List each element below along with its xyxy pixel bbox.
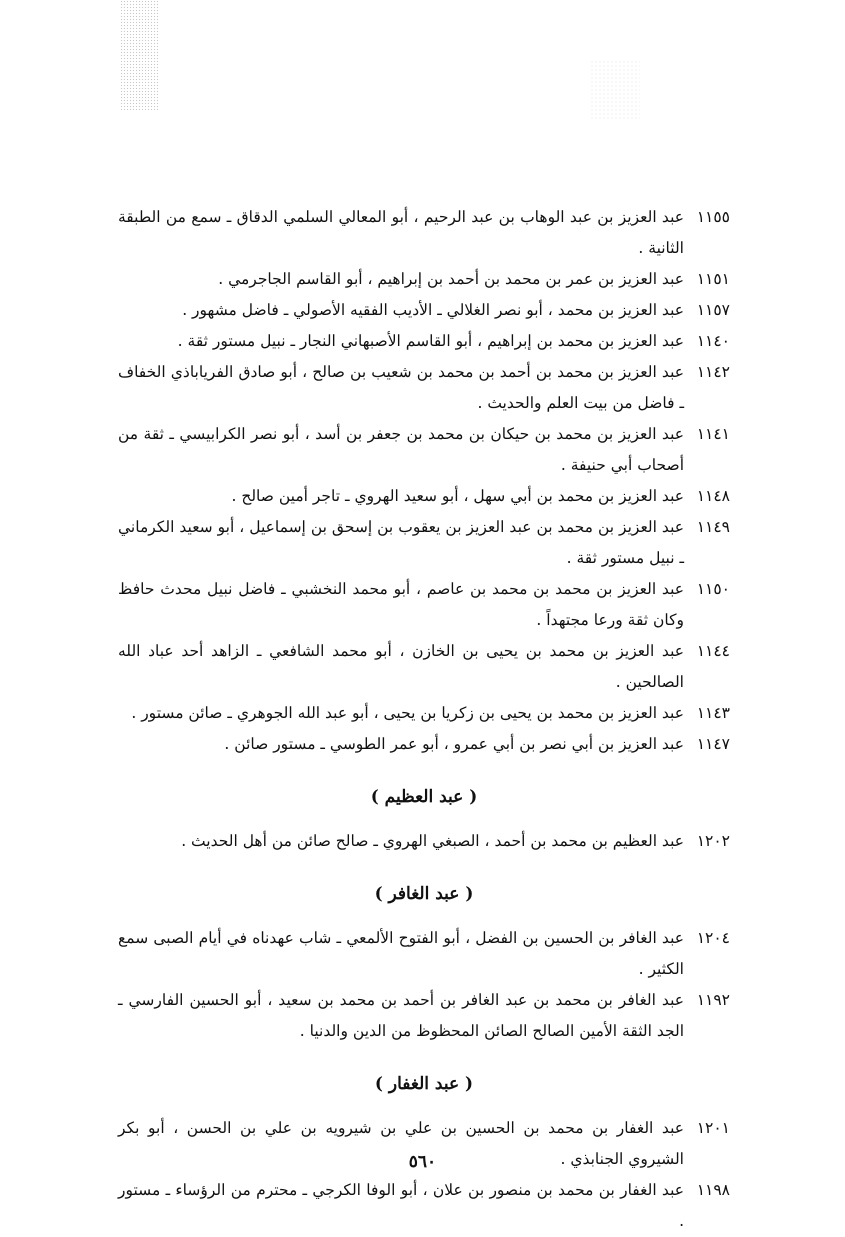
entry-number: ١١٥٠	[696, 580, 730, 598]
entry	[118, 826, 730, 857]
entry	[118, 357, 730, 419]
scan-noise	[590, 60, 640, 120]
entry-number: ١١٥٥	[696, 208, 730, 226]
entry-text: عبد العزيز بن عبد الوهاب بن عبد الرحيم ، أبو المعالي السلمي الدقاق ـ سمع من الطبقة الثانية .	[118, 208, 684, 257]
entry-number: ١٢٠٤	[696, 929, 730, 947]
entry-text: عبد العظيم بن محمد بن أحمد ، الصبغي الهروي ـ صالح صائن من أهل الحديث .	[181, 832, 684, 850]
entry	[118, 636, 730, 698]
entry-text: عبد العزيز بن محمد بن حيكان بن محمد بن جعفر بن أسد ، أبو نصر الكرابيسي ـ ثقة من أصحاب أبي حنيفة .	[118, 425, 684, 474]
entry-text: عبد الغفار بن محمد بن الحسين بن علي بن شيرويه بن علي بن الحسن ، أبو بكر الشيروي الجنابذي .	[118, 1119, 684, 1168]
entry-text: عبد العزيز بن محمد ، أبو نصر الغلالي ـ الأديب الفقيه الأصولي ـ فاضل مشهور .	[182, 301, 684, 319]
entry-number: ١١٤٣	[696, 704, 730, 722]
entry-text: عبد الغافر بن محمد بن عبد الغافر بن أحمد بن محمد بن سعيد ، أبو الحسين الفارسي ـ الجد الثقة الأمين الصالح الصائن المحظوظ من الدين والدنيا .	[118, 991, 684, 1040]
entry-text: عبد العزيز بن محمد بن عبد العزيز بن يعقوب بن إسحق بن إسماعيل ، أبو سعيد الكرماني ـ نبيل مستور ثقة .	[118, 518, 684, 567]
entry	[118, 202, 730, 264]
entry-number: ١٢٠١	[696, 1119, 730, 1137]
section-gap	[118, 760, 730, 770]
entry-number: ١١٤٤	[696, 642, 730, 660]
section-heading: ( عبد الغفار )	[374, 1074, 474, 1094]
entry-number: ١١٥٧	[696, 301, 730, 319]
entry-text: عبد العزيز بن محمد بن أحمد بن محمد بن شعيب بن صالح ، أبو صادق الفرياباذي الخفاف ـ فاضل من بيت العلم والحديث .	[118, 363, 684, 412]
entry	[118, 512, 730, 574]
entry	[118, 985, 730, 1047]
entry-number: ١١٤٠	[696, 332, 730, 350]
entry-number: ١١٤٢	[696, 363, 730, 381]
entry-number: ١١٤١	[696, 425, 730, 443]
section-heading: ( عبد العظيم )	[370, 787, 478, 807]
entry	[118, 481, 730, 512]
entry-text: عبد الغافر بن الحسين بن الفضل ، أبو الفتوح الألمعي ـ شاب عهدناه في أيام الصبى سمع الكثير .	[118, 929, 684, 978]
entry	[118, 1175, 730, 1237]
entry	[118, 923, 730, 985]
entry-text: عبد العزيز بن عمر بن محمد بن أحمد بن إبراهيم ، أبو القاسم الجاجرمي .	[218, 270, 684, 288]
entry	[118, 574, 730, 636]
section-gap	[118, 1047, 730, 1057]
entry-number: ١١٩٨	[696, 1181, 730, 1199]
entry	[118, 326, 730, 357]
entry	[118, 729, 730, 760]
entry	[118, 295, 730, 326]
entry-text: عبد العزيز بن محمد بن إبراهيم ، أبو القاسم الأصبهاني النجار ـ نبيل مستور ثقة .	[177, 332, 684, 350]
entry-number: ١١٥١	[696, 270, 730, 288]
entry-text: عبد العزيز بن محمد بن أبي سهل ، أبو سعيد الهروي ـ تاجر أمين صالح .	[231, 487, 684, 505]
entry-text: عبد العزيز بن محمد بن يحيى بن زكريا بن يحيى ، أبو عبد الله الجوهري ـ صائن مستور .	[131, 704, 684, 722]
entry-number: ١١٩٢	[696, 991, 730, 1009]
entry	[118, 264, 730, 295]
entry-number: ١١٤٧	[696, 735, 730, 753]
entry	[118, 698, 730, 729]
entry-number: ١٢٠٢	[696, 832, 730, 850]
scan-noise	[120, 0, 160, 110]
entry-text: عبد الغفار بن محمد بن منصور بن علان ، أبو الوفا الكرجي ـ محترم من الرؤساء ـ مستور .	[118, 1181, 684, 1230]
section-gap	[118, 857, 730, 867]
entry-text: عبد العزيز بن محمد بن يحيى بن الخازن ، أبو محمد الشافعي ـ الزاهد أحد عباد الله الصالحين .	[118, 642, 684, 691]
page-body	[118, 202, 730, 1230]
entry-text: عبد العزيز بن محمد بن محمد بن عاصم ، أبو محمد النخشبي ـ فاضل نبيل محدث حافظ وكان ثقة ورعا مجتهداً .	[118, 580, 684, 629]
section-heading: ( عبد الغافر )	[374, 884, 474, 904]
entry-number: ١١٤٩	[696, 518, 730, 536]
entry	[118, 419, 730, 481]
page-number: ٥٦٠	[408, 1152, 437, 1172]
entry-text: عبد العزيز بن أبي نصر بن أبي عمرو ، أبو عمر الطوسي ـ مستور صائن .	[224, 735, 684, 753]
entry-number: ١١٤٨	[696, 487, 730, 505]
